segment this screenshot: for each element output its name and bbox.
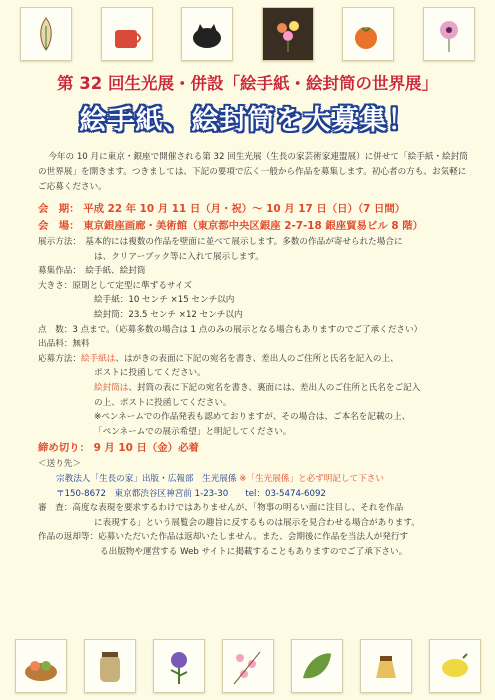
futo-text: 、封筒の表に下記の宛名を書き、裏面には、差出人のご住所と氏名をご記入 (128, 382, 421, 393)
artwork-thumbnail (181, 7, 233, 61)
anemone-painting-icon (427, 12, 471, 56)
send-to-note: ※「生光展係」と必ず明記して下さい (239, 473, 384, 484)
tegami-key: 絵手紙は (80, 353, 116, 364)
artwork-strip-bottom (0, 634, 495, 698)
leaf-painting-icon (295, 644, 339, 688)
cup-painting-icon (105, 12, 149, 56)
artwork-strip-top (0, 4, 495, 64)
deadline-value: 9 月 10 日（金）必着 (93, 442, 199, 455)
persimmon-painting-icon (346, 12, 390, 56)
jar-painting-icon (88, 644, 132, 688)
period-label: 会 期： (38, 203, 80, 215)
lemon-painting-icon (433, 644, 477, 688)
apply-tegami-line (38, 352, 468, 367)
lily-painting-icon (24, 12, 68, 56)
artwork-thumbnail (342, 7, 394, 61)
pink-blossom-painting-icon (226, 644, 270, 688)
artwork-thumbnail (360, 639, 412, 693)
venue-label: 会 場： (38, 220, 80, 232)
deadline-row (38, 439, 468, 457)
send-to-org: 宗教法人「生長の家」出版・広報部 生光展係 (56, 473, 237, 484)
pudding-painting-icon (364, 644, 408, 688)
send-to-address: 〒150-8672 東京都渋谷区神宮前 1-23-30 tel：03-5474-6092 (56, 488, 326, 499)
period-row (38, 201, 468, 218)
artwork-thumbnail (262, 7, 314, 61)
send-to-org-row (38, 472, 468, 487)
deadline-label: 締め切り： (38, 442, 90, 455)
size-line3: 絵封筒：23.5 センチ ×12 センチ以内 (94, 309, 243, 320)
artwork-thumbnail (153, 639, 205, 693)
apply-tegami-line2: ポストに投函してください。 (94, 368, 206, 379)
headline: 絵手紙、絵封筒を大募集！ (79, 105, 416, 136)
send-to-label: ＜送り先＞ (38, 459, 81, 470)
flower-bouquet-painting-icon (266, 12, 310, 56)
thistle-painting-icon (157, 644, 201, 688)
display-method-line2: は、クリアーブック等に入れて展示します。 (94, 251, 264, 262)
return-line2: る出版物や運営する Web サイトに掲載することもありますのでご了承下さい。 (100, 546, 408, 557)
intro-paragraph: 今年の 10 月に東京・銀座で開催される第 32 回生光展（生長の家芸術家連盟展）に併せて「絵手紙・絵封筒の世界展」を開きます。つきましては、下記の要項で広く一般から作品を募集します。初心者の方も、お気軽にご応募ください。 (38, 152, 468, 192)
apply-label: 応募方法： (38, 353, 81, 364)
basket-painting-icon (19, 644, 63, 688)
venue-value: 東京銀座画廊・美術館（東京都中央区銀座 2-7-18 銀座貿易ビル 8 階） (83, 220, 423, 232)
futo-key: 絵封筒は (94, 382, 129, 393)
page-title: 第 32 回生光展・併設「絵手紙・絵封筒の世界展」 (57, 74, 438, 93)
tegami-text: 、はがきの表面に下記の宛名を書き、差出人のご住所と氏名を記入の上、 (115, 353, 399, 364)
artwork-thumbnail (429, 639, 481, 693)
review-line2: に表現する」という展覧会の趣旨に反するものは展示を見合わせる場合があります。 (94, 517, 420, 528)
artwork-thumbnail (101, 7, 153, 61)
artwork-thumbnail (84, 639, 136, 693)
review-line1: 審 査：高度な表現を要求するわけではありませんが、「物事の明るい面に注目し、それを作品 (38, 503, 404, 514)
venue-row (38, 218, 468, 235)
return-line1: 作品の返却等：応募いただいた作品は返却いたしません。また、会期後に作品を当法人が発行す (38, 532, 409, 543)
artwork-thumbnail (423, 7, 475, 61)
announcement-body (38, 150, 468, 559)
artwork-thumbnail (291, 639, 343, 693)
display-method-line1: 展示方法： 基本的には複数の作品を壁面に並べて展示します。多数の作品が寄せられた場合に (38, 237, 403, 247)
apply-note1: ※ペンネームでの作品発表も認めておりますが、その場合は、ご本名を記載の上、 (94, 412, 411, 423)
artwork-thumbnail (222, 639, 274, 693)
apply-futo-line (38, 381, 468, 396)
works-line: 募集作品： 絵手紙、絵封筒 (38, 266, 146, 277)
apply-note2: 「ペンネームでの展示希望」と明記してください。 (94, 426, 292, 437)
size-line1: 大きさ：原則として定型に準ずるサイズ (38, 280, 193, 291)
cat-painting-icon (185, 12, 229, 56)
count-line: 点 数：3 点まで。（応募多数の場合は 1 点のみの展示となる場合もありますのでご了承ください） (38, 324, 423, 335)
artwork-thumbnail (15, 639, 67, 693)
apply-futo-line2: の上、ポストに投函してください。 (94, 397, 232, 408)
size-line2: 絵手紙：10 センチ ×15 センチ以内 (94, 295, 235, 306)
period-value: 平成 22 年 10 月 11 日（月・祝）〜 10 月 17 日（日）（7 日間） (83, 203, 406, 215)
fee-line: 出品料：無料 (38, 339, 90, 350)
artwork-thumbnail (20, 7, 72, 61)
